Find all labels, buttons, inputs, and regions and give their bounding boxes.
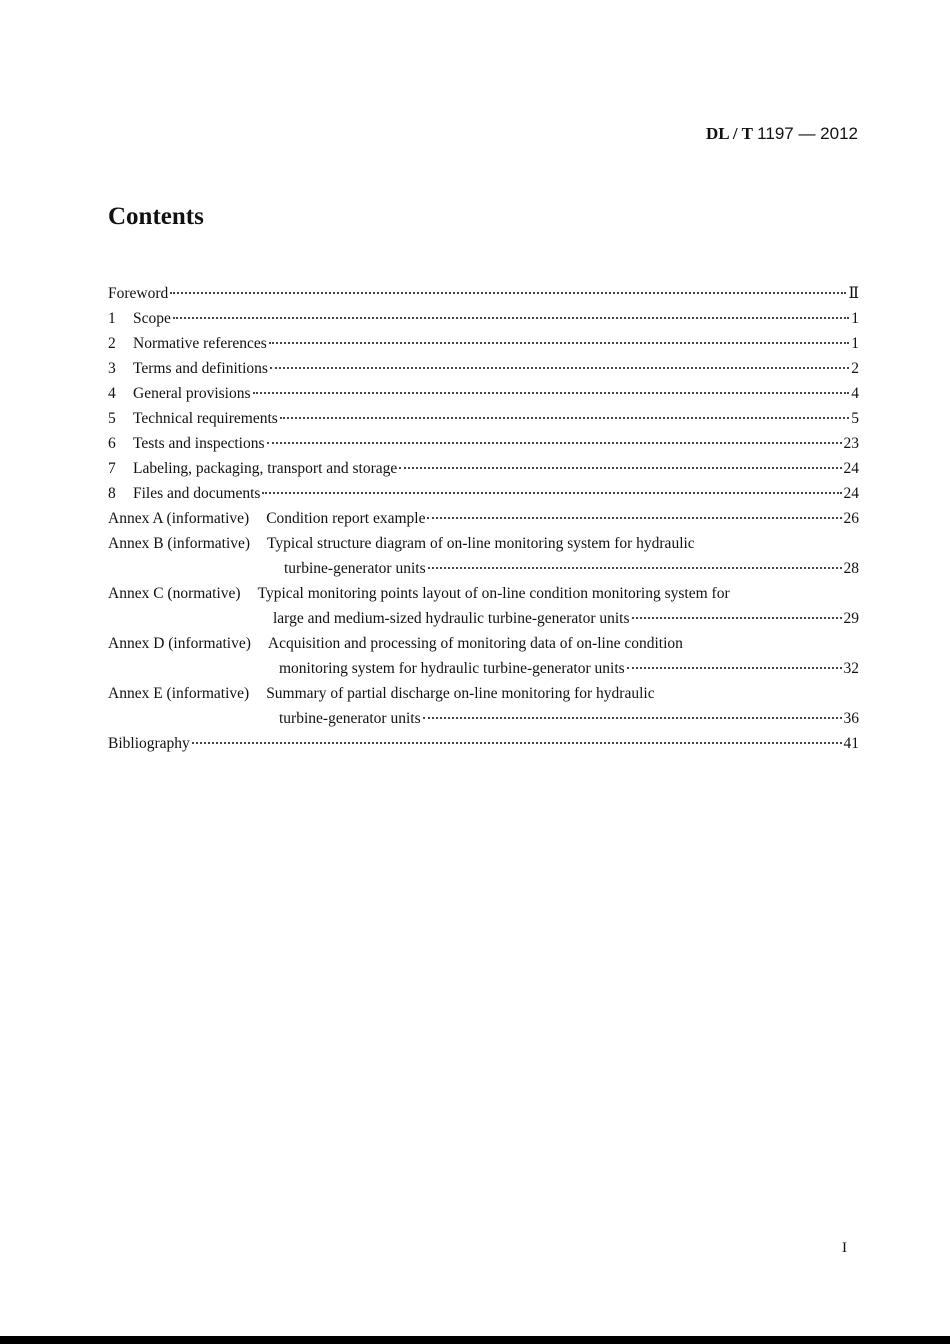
toc-entry-bibliography[interactable] xyxy=(108,731,859,756)
toc-entry-title: Terms and definitions xyxy=(133,360,268,377)
toc-entry-general-provisions[interactable] xyxy=(108,381,859,406)
toc-entry-normative-references[interactable] xyxy=(108,331,859,356)
toc-entry-foreword[interactable] xyxy=(108,281,859,306)
standard-prefix: DL / T xyxy=(705,124,753,143)
toc-page-number: 24 xyxy=(843,460,859,477)
annex-title-continued: monitoring system for hydraulic turbine-generator units xyxy=(279,660,625,677)
annex-title-continued: large and medium-sized hydraulic turbine-generator units xyxy=(273,610,630,627)
toc-entry-title: General provisions xyxy=(133,385,251,402)
dot-leader xyxy=(428,566,842,569)
annex-title: Acquisition and processing of monitoring data of on-line condition xyxy=(267,635,683,652)
toc-entry-scope[interactable] xyxy=(108,306,859,331)
table-of-contents xyxy=(108,281,859,756)
toc-entry-annex-b[interactable] xyxy=(108,531,859,556)
toc-entry-technical-requirements[interactable] xyxy=(108,406,859,431)
annex-title-continued: turbine-generator units xyxy=(284,560,426,577)
annex-label: Annex C (normative) xyxy=(108,585,241,602)
toc-page-number: 23 xyxy=(843,435,859,452)
toc-entry-annex-b-cont[interactable] xyxy=(108,556,859,581)
toc-entry-annex-d-cont[interactable] xyxy=(108,656,859,681)
annex-label: Annex E (informative) xyxy=(108,685,250,702)
toc-clause-number: 5 xyxy=(108,410,116,427)
page-number: I xyxy=(842,1240,847,1256)
toc-clause-number: 2 xyxy=(108,335,116,352)
toc-entry-annex-d[interactable] xyxy=(108,631,859,656)
toc-clause-number: 7 xyxy=(108,460,116,477)
toc-clause-number: 3 xyxy=(108,360,116,377)
toc-page-number: 32 xyxy=(843,660,859,677)
annex-title: Summary of partial discharge on-line monitoring for hydraulic xyxy=(266,685,655,702)
toc-page-number: 1 xyxy=(851,310,859,327)
toc-page-number: 26 xyxy=(843,510,859,527)
dot-leader xyxy=(627,666,842,669)
toc-entry-files-documents[interactable] xyxy=(108,481,859,506)
dot-leader xyxy=(170,291,846,294)
toc-entry-title: Files and documents xyxy=(133,485,261,502)
toc-entry-title: Scope xyxy=(133,310,171,327)
toc-page-number: 36 xyxy=(843,710,859,727)
toc-entry-tests-inspections[interactable] xyxy=(108,431,859,456)
toc-entry-title: Foreword xyxy=(108,285,169,302)
dot-leader xyxy=(423,716,842,719)
toc-entry-annex-c-cont[interactable] xyxy=(108,606,859,631)
toc-clause-number: 1 xyxy=(108,310,116,327)
dot-leader xyxy=(280,416,849,419)
dot-leader xyxy=(267,441,842,444)
toc-page-number: 41 xyxy=(843,735,859,752)
toc-clause-number: 6 xyxy=(108,435,116,452)
dot-leader xyxy=(269,341,849,344)
annex-title: Typical structure diagram of on-line monitoring system for hydraulic xyxy=(267,535,695,552)
toc-entry-title: Technical requirements xyxy=(133,410,278,427)
toc-entry-title: Labeling, packaging, transport and storage xyxy=(133,460,398,477)
dot-leader xyxy=(399,466,841,469)
annex-title: Typical monitoring points layout of on-line condition monitoring system for xyxy=(257,585,730,602)
dot-leader xyxy=(270,366,849,369)
toc-page-number: 5 xyxy=(851,410,859,427)
toc-page-number: 29 xyxy=(843,610,859,627)
dot-leader xyxy=(253,391,849,394)
toc-entry-labeling[interactable] xyxy=(108,456,859,481)
toc-page-number: Ⅱ xyxy=(848,285,859,302)
toc-clause-number: 8 xyxy=(108,485,116,502)
toc-entry-annex-c[interactable] xyxy=(108,581,859,606)
toc-page-number: 28 xyxy=(843,560,859,577)
annex-label: Annex A (informative) xyxy=(108,510,250,527)
toc-entry-terms-definitions[interactable] xyxy=(108,356,859,381)
toc-page-number: 24 xyxy=(843,485,859,502)
annex-title-continued: turbine-generator units xyxy=(279,710,421,727)
toc-entry-annex-e[interactable] xyxy=(108,681,859,706)
toc-entry-title: Bibliography xyxy=(108,735,190,752)
toc-entry-annex-e-cont[interactable] xyxy=(108,706,859,731)
toc-clause-number: 4 xyxy=(108,385,116,402)
toc-entry-annex-a[interactable] xyxy=(108,506,859,531)
toc-entry-title: Normative references xyxy=(133,335,267,352)
dot-leader xyxy=(192,741,842,744)
annex-label: Annex D (informative) xyxy=(108,635,251,652)
toc-page-number: 4 xyxy=(851,385,859,402)
dot-leader xyxy=(632,616,842,619)
toc-page-number: 1 xyxy=(851,335,859,352)
bottom-border xyxy=(0,1336,950,1344)
toc-page-number: 2 xyxy=(851,360,859,377)
standard-number: 1197 — 2012 xyxy=(757,124,858,143)
standard-code xyxy=(706,124,858,144)
page-title: Contents xyxy=(108,203,204,230)
dot-leader xyxy=(427,516,841,519)
toc-entry-title: Tests and inspections xyxy=(133,435,265,452)
dot-leader xyxy=(262,491,841,494)
dot-leader xyxy=(173,316,849,319)
annex-label: Annex B (informative) xyxy=(108,535,251,552)
annex-title: Condition report example xyxy=(266,510,426,527)
